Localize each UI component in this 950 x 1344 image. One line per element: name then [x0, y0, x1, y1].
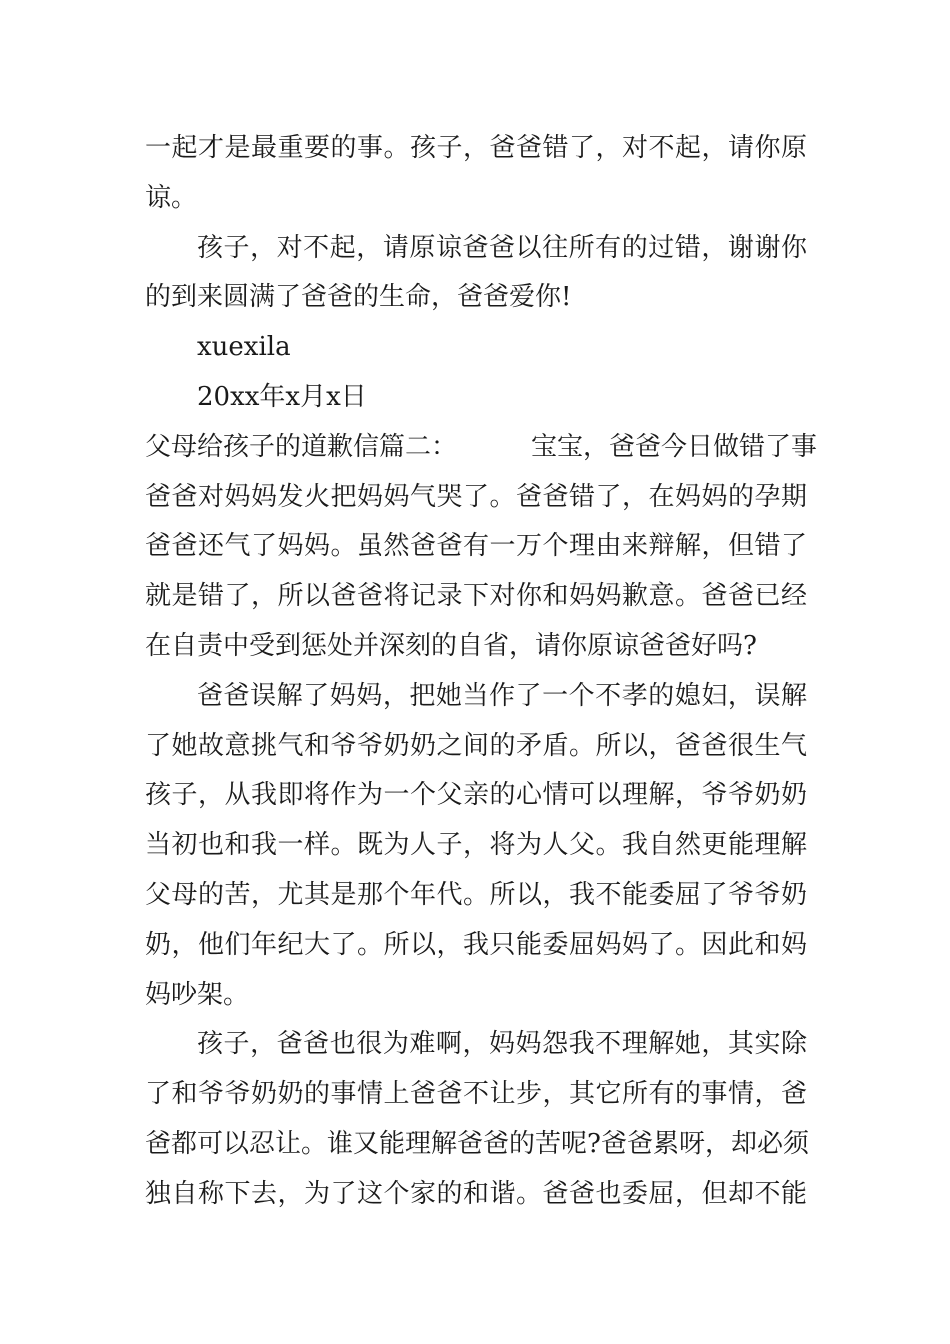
text-line-17: 奶，他们年纪大了。所以，我只能委屈妈妈了。因此和妈 [145, 929, 807, 960]
text-line-12: 爸爸误解了妈妈，把她当作了一个不孝的媳妇，误解 [197, 680, 807, 711]
section-heading-line [145, 423, 818, 473]
text-line-10: 就是错了，所以爸爸将记录下对你和妈妈歉意。爸爸已经 [145, 581, 807, 612]
text-line-21: 爸都可以忍让。谁又能理解爸爸的苦呢?爸爸累呀，却必须 [145, 1128, 809, 1159]
text-line-16: 父母的苦，尤其是那个年代。所以，我不能委屈了爷爷奶 [145, 879, 807, 910]
text-line-4: 的到来圆满了爸爸的生命，爸爸爱你! [145, 282, 572, 313]
text-line-1: 一起才是最重要的事。孩子，爸爸错了，对不起，请你原 [145, 133, 807, 163]
text-line-22: 独自称下去，为了这个家的和谐。爸爸也委屈，但却不能 [145, 1178, 807, 1209]
text-line-9: 爸爸还气了妈妈。虽然爸爸有一万个理由来辩解，但错了 [145, 531, 807, 562]
text-line-14: 孩子，从我即将作为一个父亲的心情可以理解，爷爷奶奶 [145, 780, 807, 811]
text-line-15: 当初也和我一样。既为人子，将为人父。我自然更能理解 [145, 830, 807, 861]
signature-name: xuexila [197, 332, 291, 363]
text-line-2: 谅。 [145, 182, 198, 213]
signature-date: 20xx年x月x日 [197, 381, 367, 412]
text-line-7: 宝宝，爸爸今日做错了事 [531, 431, 818, 462]
text-line-11: 在自责中受到惩处并深刻的自省，请你原谅爸爸好吗? [145, 630, 757, 661]
document-page [145, 124, 818, 1220]
text-line-13: 了她故意挑气和爷爷奶奶之间的矛盾。所以，爸爸很生气 [145, 730, 807, 761]
text-line-18: 妈吵架。 [145, 979, 250, 1010]
text-line-20: 了和爷爷奶奶的事情上爸爸不让步，其它所有的事情，爸 [145, 1079, 807, 1110]
text-line-19: 孩子，爸爸也很为难啊，妈妈怨我不理解她，其实除 [197, 1029, 807, 1060]
text-line-8: 爸爸对妈妈发火把妈妈气哭了。爸爸错了，在妈妈的孕期 [145, 481, 807, 512]
section-heading: 父母给孩子的道歉信篇二： [145, 431, 458, 462]
text-line-3: 孩子，对不起，请原谅爸爸以往所有的过错，谢谢你 [197, 232, 807, 263]
